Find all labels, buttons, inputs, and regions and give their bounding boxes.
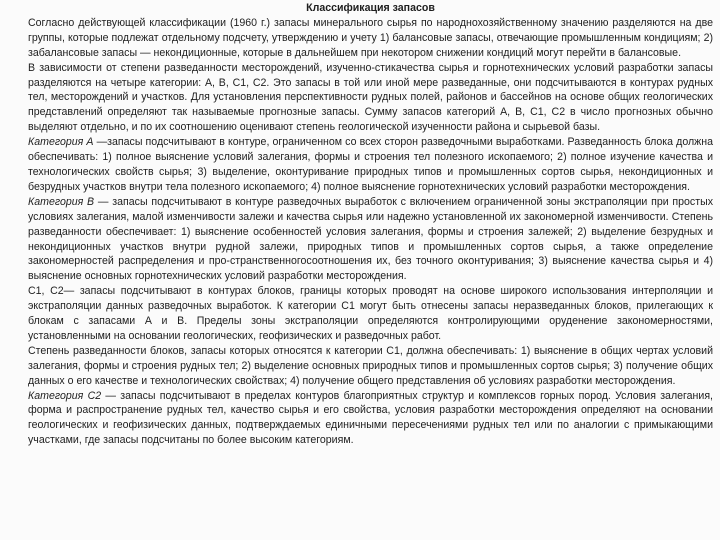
paragraph-c1-requirements (28, 344, 713, 389)
paragraph-text: —запасы подсчитывают в контуре, ограниченном со всех сторон разведочными выработками. Разведанность блока должна обеспечивать: 1) полное выяснение условий залегания, формы и строения тел полезного ископаемого; 2) полное изучение качества и технологических свойств сырья; 3) выделение, оконтуривание природных типов и промышленных сортов сырья, некондиционных и безрудных участков внутри тела полезного ископаемого; 4) полное выяснение горнотехнических условий разработки месторождения. (28, 136, 713, 193)
paragraph-text: В зависимости от степени разведанности месторождений, изученно-стикачества сырья и горнотехнических условий разработки запасы разделяются на четыре категории: А, В, С1, С2. Это запасы в той или иной мере разведанные, они подсчитываются в контурах рудных тел, месторождений и участков. Для установления перспективности рудных полей, районов и бассейнов на основе общих геологических представлений определяют так называемые прогнозные запасы. Сумму запасов категорий А, В, С1, С2 в число прогнозных обычно выделяют отдельно, и по их соотношению оценивают степень геологической изученности района и сырьевой базы. (28, 61, 713, 134)
paragraph-text: Степень разведанности блоков, запасы которых относятся к категории С1, должна обеспечивать: 1) выяснение в общих чертах условий залегания, формы и строения рудных тел; 2) выделение основных природных типов и промышленных сортов сырья; 3) получение общих данных о его качестве и технологических свойствах; 4) получение общего представления об условиях разработки месторождения. (28, 344, 713, 387)
paragraph-text: — запасы подсчитывают в пределах контуров благоприятных структур и комплексов горных пород. Условия залегания, форма и распространение рудных тел, качество сырья и его свойства, условия разработки месторождения определяют на основании геологических и геофизических данных, подтверждаемых единичными пересечениями рудных тел или по аналогии с примыкающими участками, где запасы подсчитаны по более высоким категориям. (28, 389, 713, 447)
paragraph-exploration-degree (28, 61, 713, 136)
paragraph-category-a (28, 135, 713, 195)
paragraph-text: — запасы подсчитывают в контуре разведочных выработок с включением ограниченной зоны экстраполяции при простых условиях залегания, малой изменчивости залежи и качества сырья или надежно установленной их закономерной изменчивости. Степень разведанности обеспечивает: 1) выяснение особенностей условия залегания, формы и строения залежей; 2) выделение безрудных и некондиционных участков внутри рудной залежи, природных типов и промышленных сортов сырья, а также определение закономерностей распределения и про-странственногосоотношения их, без точного оконтуривания; 3) выяснение качества сырья и 4) выяснение основных горнотехнических условий разработки месторождения. (28, 195, 713, 283)
paragraph-category-b (28, 195, 713, 284)
paragraph-text: Согласно действующей классификации (1960 г.) запасы минерального сырья по народнохозяйственному значению разделяются на две группы, которые подлежат отдельному подсчету, утверждению и учету 1) балансовые запасы, отвечающие промышленным кондициям; 2) забалансовые запасы — некондиционные, которые в дальнейшем при некотором снижении кондиций могут перейти в балансовые. (28, 16, 713, 59)
category-term: Категория А (28, 136, 94, 149)
paragraph-text: С1, С2— запасы подсчитывают в контурах блоков, границы которых проводят на основе широкого использования интерполяции и экстраполяции данных разведочных выработок. К категории С1 могут быть отнесены запасы неразведанных блоков, прилегающих к блокам с запасами А и В. Пределы зоны экстраполяции определяются контролирующими оруденение закономерностями, установленными на основании геологических, геофизических и разведочных работ. (28, 285, 713, 342)
paragraph-c1-c2 (28, 284, 713, 344)
document-title: Классификация запасов (306, 2, 435, 14)
paragraph-intro (28, 16, 713, 61)
category-term: Категория С2 (28, 389, 102, 402)
paragraph-category-c2 (28, 389, 713, 449)
category-term: Категория В (28, 195, 95, 208)
